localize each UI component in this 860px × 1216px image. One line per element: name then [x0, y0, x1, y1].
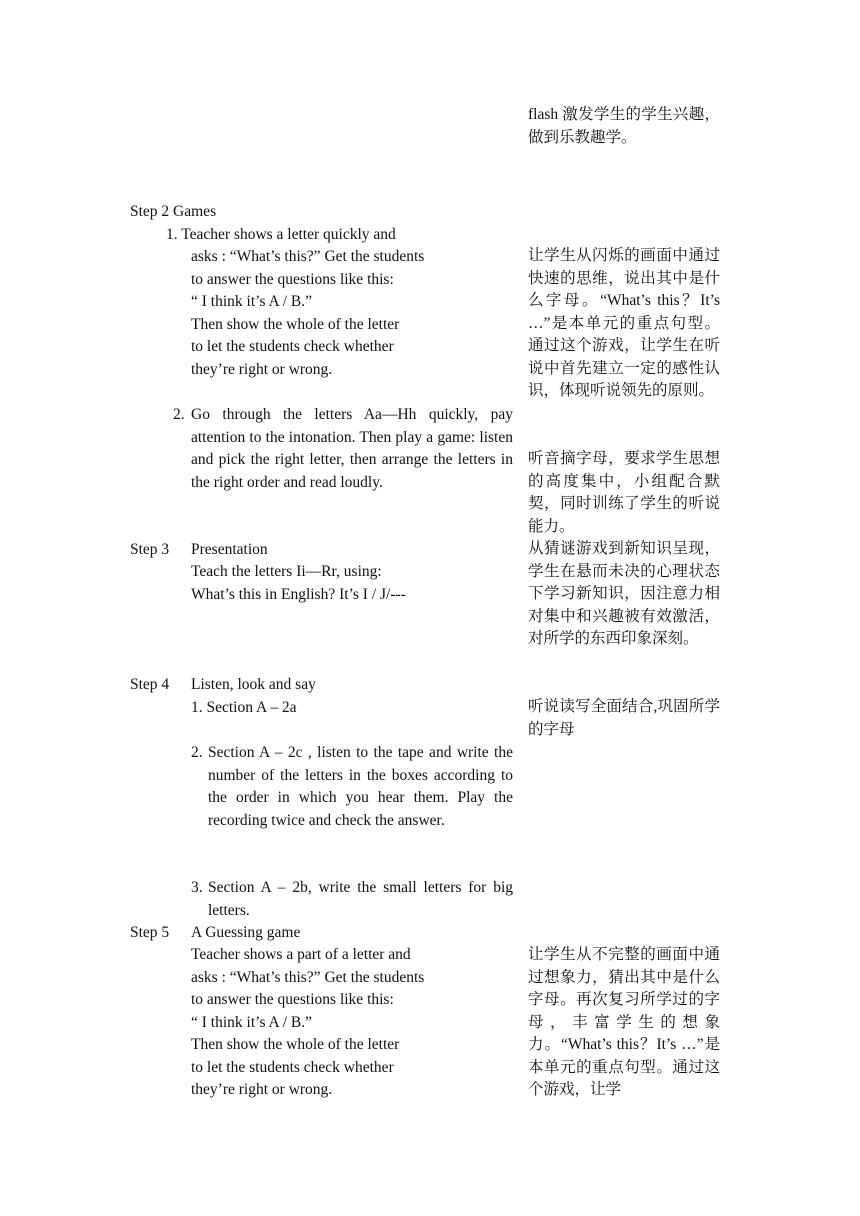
step4-label: Step 4 [130, 676, 170, 693]
note-listen-pick: 听音摘字母，要求学生思想的高度集中，小组配合默契，同时训练了学生的听说能力。 [528, 450, 720, 535]
step2-item1-line3: to answer the questions like this: [191, 271, 394, 288]
step4-item2-text: Section A – 2c , listen to the tape and write the number of the letters in the boxes according to the order in which you hear them. Play the recording twice and check the answer. [208, 744, 513, 829]
step2-item1-line6: to let the students check whether [191, 338, 394, 355]
step5-line8: they’re right or wrong. [191, 1081, 333, 1098]
step3-title: Presentation [191, 541, 268, 558]
step4-item3-text: Section A – 2b, write the small letters for big letters. [208, 879, 513, 919]
step2-heading: Step 2 Games [130, 203, 217, 220]
step5-label: Step 5 [130, 924, 170, 941]
step2-item1-line4: “ I think it’s A / B.” [191, 293, 312, 310]
step4-item2-number: 2. [191, 744, 203, 761]
step5-line6: Then show the whole of the letter [191, 1036, 400, 1053]
step4-item3-number: 3. [191, 879, 203, 896]
note-step5-guessing: 让学生从不完整的画面中通过想象力，猜出其中是什么字母。再次复习所学过的字母，丰富学生的想象力。“What’s this？It’s …”是本单元的重点句型。通过这个游戏，让学 [528, 946, 720, 1098]
note-step3-presentation: 从猜谜游戏到新知识呈现，学生在悬而未决的心理状态下学习新知识，因注意力相对集中和兴趣被有效激活，对所学的东西印象深刻。 [528, 540, 720, 647]
step3-line3: What’s this in English? It’s I / J/--- [191, 586, 406, 603]
step3-line2: Teach the letters Ii—Rr, using: [191, 563, 382, 580]
step4-title: Listen, look and say [191, 676, 316, 693]
step3-label: Step 3 [130, 541, 170, 558]
note-flash-interest: flash 激发学生的学生兴趣，做到乐教趣学。 [528, 106, 720, 146]
step2-item1-line2: asks : “What’s this?” Get the students [191, 248, 425, 265]
step5-line7: to let the students check whether [191, 1059, 394, 1076]
note-step4-consolidation: 听说读写全面结合,巩固所学的字母 [528, 698, 720, 738]
step5-line4: to answer the questions like this: [191, 991, 394, 1008]
step2-item1-line1: 1. Teacher shows a letter quickly and [166, 226, 396, 243]
step2-item2-number: 2. [173, 406, 185, 423]
step2-item1-line5: Then show the whole of the letter [191, 316, 400, 333]
step2-item1-line7: they’re right or wrong. [191, 361, 333, 378]
step4-item1: 1. Section A – 2a [191, 699, 297, 716]
step5-title: A Guessing game [191, 924, 301, 941]
step5-line5: “ I think it’s A / B.” [191, 1014, 312, 1031]
note-step2-game: 让学生从闪烁的画面中通过快速的思维，说出其中是什么字母。“What’s this？It’s …”是本单元的重点句型。通过这个游戏，让学生在听说中首先建立一定的感性认识，体现听说领先的原则。 [528, 247, 720, 399]
step5-line3: asks : “What’s this?” Get the students [191, 969, 425, 986]
step5-line2: Teacher shows a part of a letter and [191, 946, 411, 963]
step2-item2-text: Go through the letters Aa—Hh quickly, pay attention to the intonation. Then play a game: listen and pick the right letter, then arrange the letters in the right order and read loudly. [191, 406, 513, 491]
